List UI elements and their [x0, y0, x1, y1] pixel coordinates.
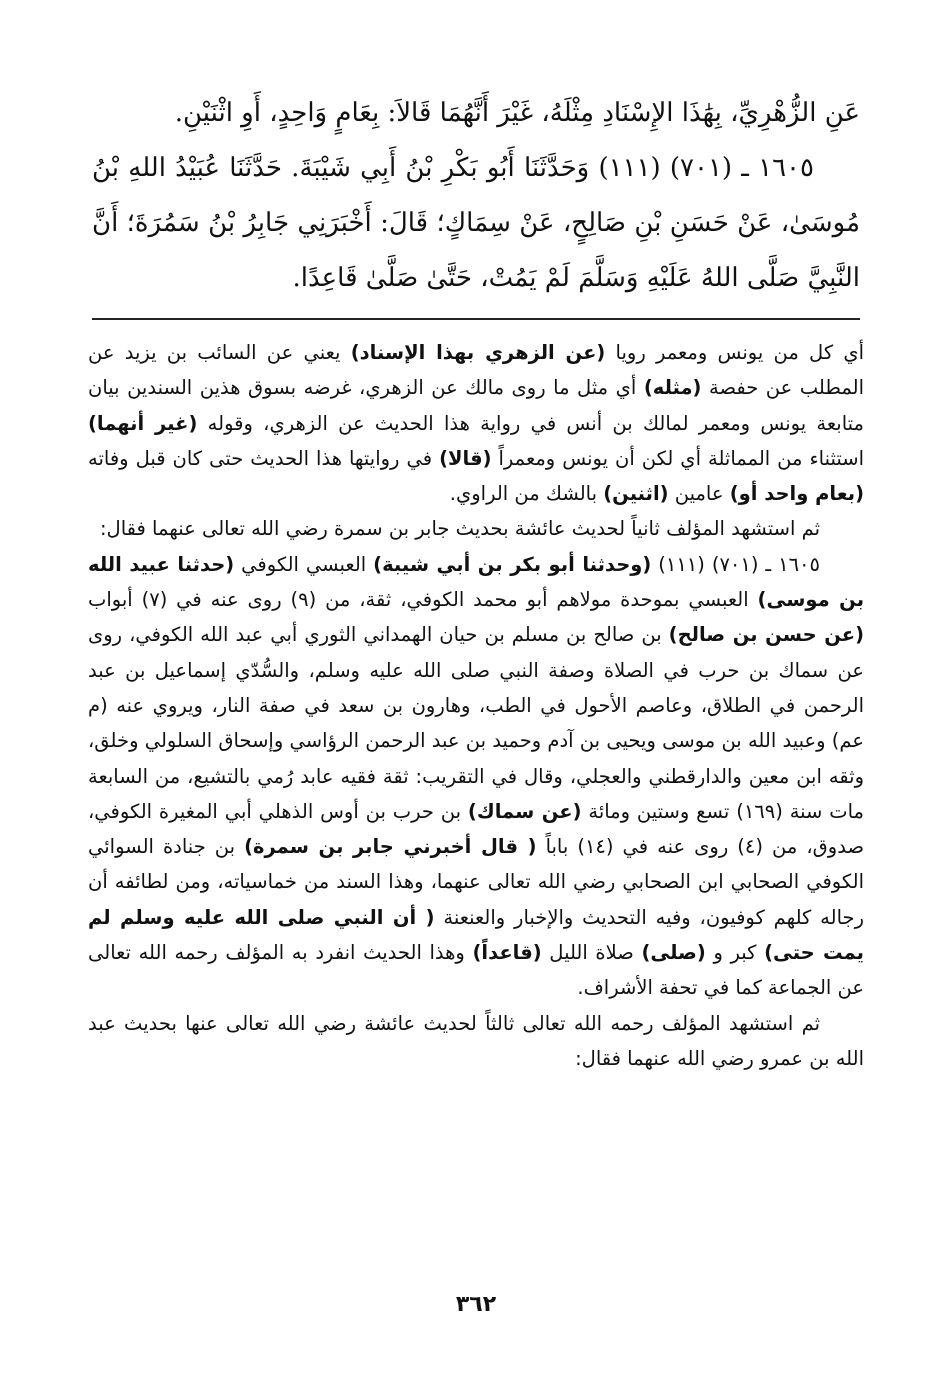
commentary-paragraph-4: ثم استشهد المؤلف رحمه الله تعالى ثالثاً لحديث عائشة رضي الله تعالى عنها بحديث عبد الله بن عمرو رضي الله عنهما فقال:: [88, 1011, 864, 1070]
commentary-text: ١٦٠٥ ـ (٧٠١) (١١١): [651, 552, 820, 576]
quoted-hadith-text: (قاعداً): [472, 941, 542, 965]
quoted-hadith-text: (اثنين): [603, 482, 669, 506]
quoted-hadith-text: (وحدثنا أبو بكر بن أبي شيبة): [373, 552, 652, 576]
quoted-hadith-text: (بعام واحد أو): [729, 482, 864, 506]
commentary-text: بالشك من الراوي.: [449, 482, 604, 506]
hadith-1605: ١٦٠٥ ـ (٧٠١) (١١١) وَحَدَّثَنَا أَبُو بَكْرِ بْنُ أَبِي شَيْبَةَ. حَدَّثَنَا عُبَيْدُ اللهِ بْنُ مُوسَىٰ، عَنْ حَسَنِ بْنِ صَالِحٍ، عَنْ سِمَاكٍ؛ قَالَ: أَخْبَرَنِي جَابِرُ بْنُ سَمُرَةَ؛ أَنَّ النَّبِيَّ صَلَّى اللهُ عَلَيْهِ وَسَلَّمَ لَمْ يَمُتْ، حَتَّىٰ صَلَّىٰ قَاعِدًا.: [92, 153, 860, 293]
quoted-hadith-text: ( أن النبي صلى الله عليه وسلم لم يمت حتى): [88, 905, 864, 965]
quoted-hadith-text: (عن سماك): [467, 799, 582, 823]
commentary-text: العبسي الكوفي: [234, 552, 374, 576]
quoted-hadith-text: (غير أنهما): [88, 411, 198, 435]
quoted-hadith-text: (عن حسن بن صالح): [668, 623, 864, 647]
commentary-paragraph-1: [88, 335, 864, 511]
commentary-text: استثناء من المماثلة أي لكن أن يونس ومعمراً: [491, 446, 864, 470]
commentary-text: في روايتها هذا الحديث حتى كان قبل وفاته: [88, 446, 440, 470]
commentary-text: يعني عن السائب بن يزيد عن المطلب عن حفصة: [88, 341, 865, 400]
commentary-text: صلاة الليل: [541, 941, 642, 965]
commentary-text: بن صالح بن مسلم بن حيان الهمداني الثوري أبي عبد الله الكوفي، روى عن سماك بن حرب في الصلاة وصفة النبي صلى الله عليه وسلم، والسُّدّي إسماعيل بن عبد الرحمن في الطلاق، وعاصم الأحول في الطب، وهارون بن سعد في صفة النار، ويروي عنه (م عم) وعبيد الله بن موسى ويحيى بن آدم وحميد بن عبد الرحمن الرؤاسي وإسحاق السلولي وخلق، وثقه ابن معين والدارقطني والعجلي، وقال في التقريب: ثقة فقيه عابد رُمي بالتشيع، من السابعة مات سنة (١٦٩) تسع وستين ومائة: [88, 623, 864, 823]
commentary: [88, 335, 864, 1076]
commentary-text: وهذا الحديث انفرد به المؤلف رحمه الله تعالى عن الجماعة كما في تحفة الأشراف.: [88, 941, 864, 1000]
commentary-text: أي كل من يونس ومعمر رويا: [605, 341, 865, 364]
commentary-text: كبر و: [705, 941, 765, 965]
commentary-paragraph-3: [88, 547, 864, 1006]
commentary-text: العبسي بموحدة مولاهم أبو محمد الكوفي، ثقة، من (٩) روى عنه في (٧) أبواب: [88, 588, 758, 612]
page-number: ٣٦٢: [455, 1292, 497, 1317]
quoted-hadith-text: ( قال أخبرني جابر بن سمرة): [244, 835, 537, 859]
quoted-hadith-text: (حدثنا عبيد الله بن موسى): [88, 552, 865, 612]
commentary-text: أي مثل ما روى مالك عن الزهري، غرضه بسوق هذين السندين بيان متابعة يونس ومعمر لمالك بن أنس في رواية هذا الحديث عن الزهري، وقوله: [88, 376, 864, 435]
quoted-hadith-text: (صلى): [641, 941, 706, 965]
commentary-text: بن جنادة السوائي الكوفي الصحابي ابن الصحابي رضي الله تعالى عنهما، وهذا السند من خماسياته، ومن لطائفه أن رجاله كلهم كوفيون، وفيه التحديث والإخبار والعنعنة: [88, 835, 864, 929]
hadith-text: [92, 86, 860, 306]
hadith-chain-end: عَنِ الزُّهْرِيِّ، بِهَٰذَا الإِسْنَادِ مِثْلَهُ، غَيْرَ أَنَّهُمَا قَالاَ: بِعَامٍ وَاحِدٍ، أَوِ اثْنَيْنِ.: [174, 98, 860, 128]
footnote-divider: [92, 318, 860, 320]
quoted-hadith-text: (قالا): [439, 446, 492, 470]
commentary-text: بن حرب بن أوس الذهلي أبي المغيرة الكوفي، صدوق، من (٤) روى عنه في (١٤) باباً: [88, 799, 865, 859]
commentary-text: عامين: [668, 482, 730, 506]
commentary-paragraph-2: ثم استشهد المؤلف ثانياً لحديث عائشة بحديث جابر بن سمرة رضي الله تعالى عنهما فقال:: [99, 517, 820, 541]
quoted-hadith-text: (عن الزهري بهذا الإسناد): [350, 341, 606, 364]
quoted-hadith-text: (مثله): [643, 376, 702, 400]
